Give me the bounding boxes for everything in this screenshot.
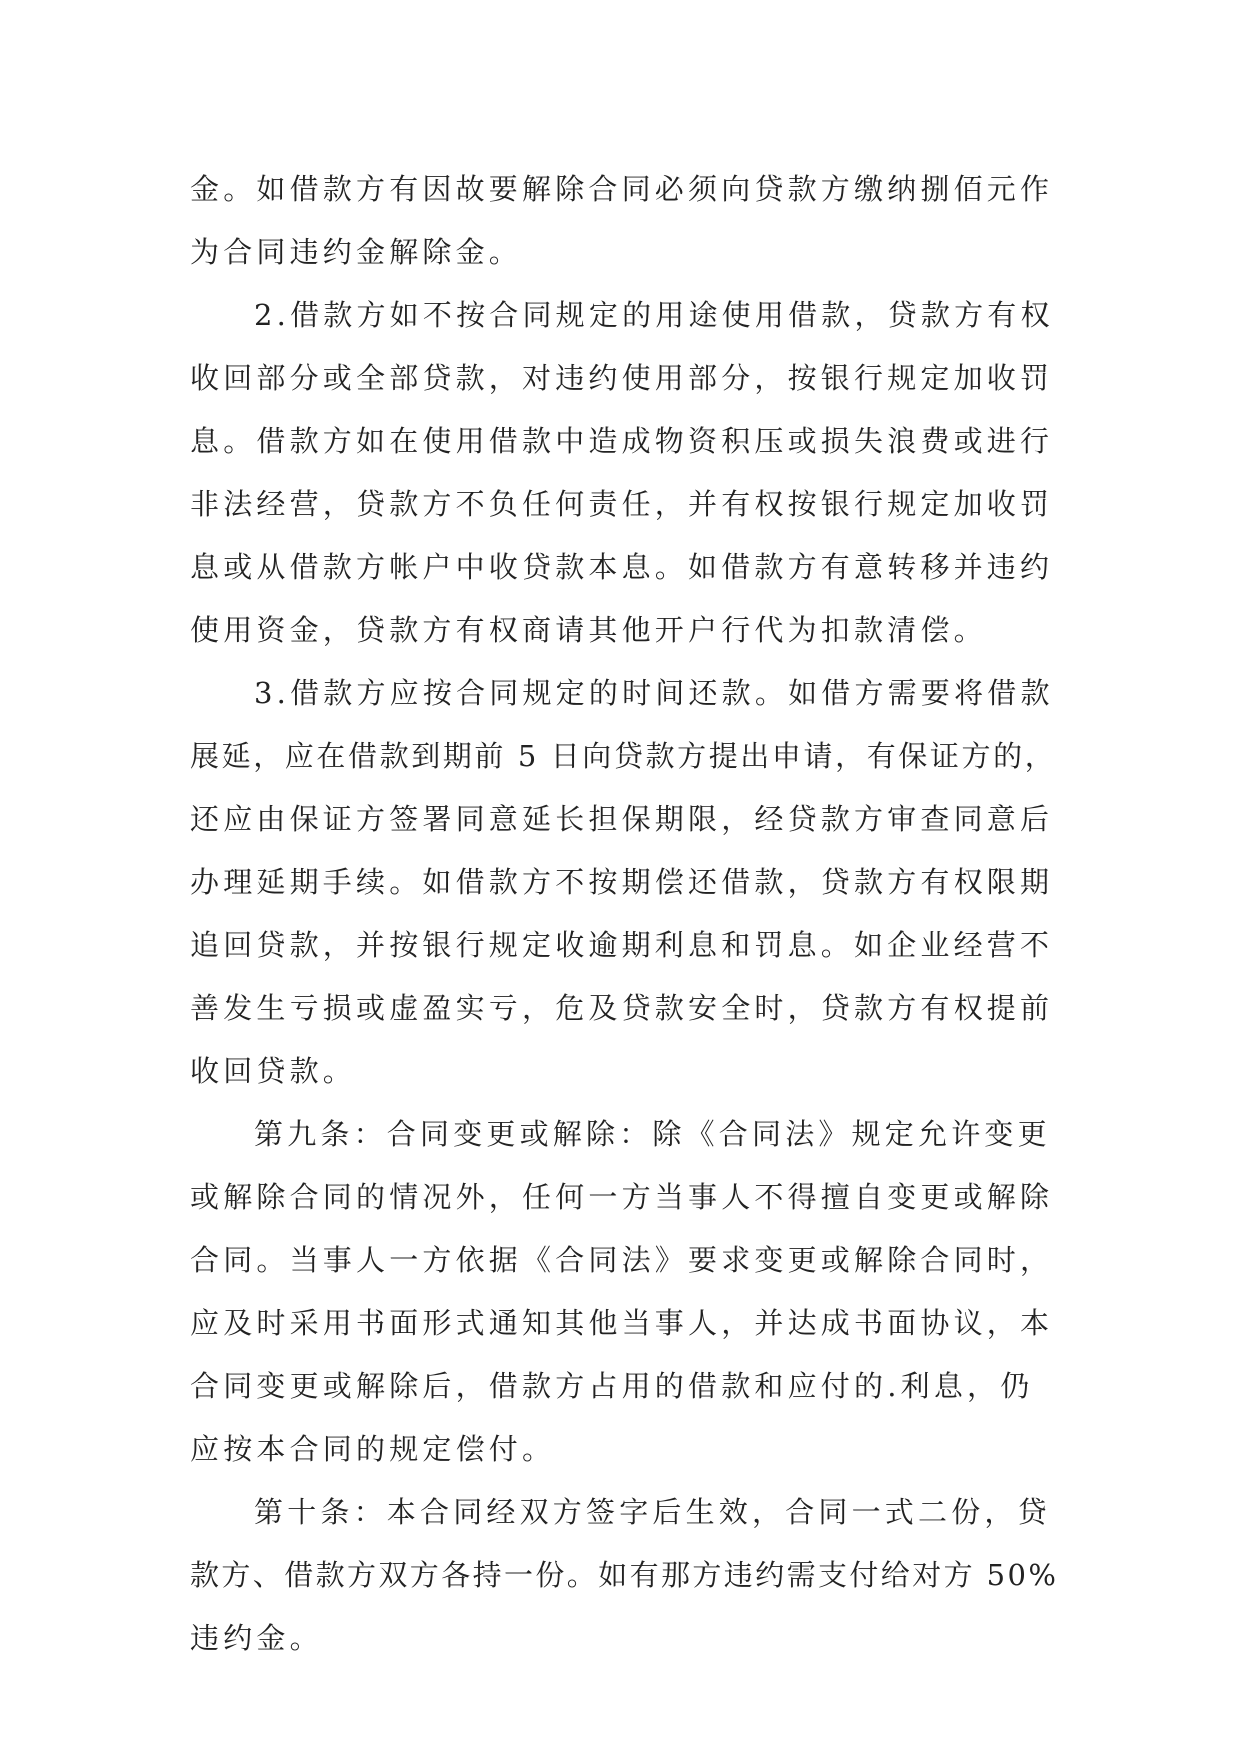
text-line: 非法经营，贷款方不负任何责任，并有权按银行规定加收罚 (190, 487, 1054, 521)
text-line: 第十条：本合同经双方签字后生效，合同一式二份，贷 (254, 1495, 1051, 1529)
text-line: 办理延期手续。如借款方不按期偿还借款，贷款方有权限期 (190, 865, 1054, 899)
text-line: 善发生亏损或虚盈实亏，危及贷款安全时，贷款方有权提前 (190, 991, 1054, 1025)
text-line: 款方、借款方双方各持一份。如有那方违约需支付给对方 50% (190, 1558, 1059, 1592)
text-line: 收回部分或全部贷款，对违约使用部分，按银行规定加收罚 (190, 361, 1054, 395)
text-line: 为合同违约金解除金。 (190, 235, 523, 269)
text-line: 合同。当事人一方依据《合同法》要求变更或解除合同时， (190, 1243, 1054, 1277)
text-line: 2.借款方如不按合同规定的用途使用借款，贷款方有权 (254, 298, 1054, 332)
text-line: 还应由保证方签署同意延长担保期限，经贷款方审查同意后 (190, 802, 1054, 836)
text-line: 使用资金，贷款方有权商请其他开户行代为扣款清偿。 (190, 613, 987, 647)
text-line: 合同变更或解除后，借款方占用的借款和应付的.利息，仍 (190, 1369, 1034, 1403)
text-line: 第九条：合同变更或解除：除《合同法》规定允许变更 (254, 1117, 1051, 1151)
text-line: 息或从借款方帐户中收贷款本息。如借款方有意转移并违约 (190, 550, 1054, 584)
text-line: 展延，应在借款到期前 5 日向贷款方提出申请，有保证方的， (190, 739, 1057, 773)
text-line: 追回贷款，并按银行规定收逾期利息和罚息。如企业经营不 (190, 928, 1054, 962)
contract-body-text (190, 158, 1060, 1670)
text-line: 应及时采用书面形式通知其他当事人，并达成书面协议，本 (190, 1306, 1054, 1340)
text-line: 金。如借款方有因故要解除合同必须向贷款方缴纳捌佰元作 (190, 172, 1054, 206)
text-line: 违约金。 (190, 1621, 323, 1655)
text-line: 息。借款方如在使用借款中造成物资积压或损失浪费或进行 (190, 424, 1054, 458)
text-line: 3.借款方应按合同规定的时间还款。如借方需要将借款 (254, 676, 1054, 710)
text-line: 或解除合同的情况外，任何一方当事人不得擅自变更或解除 (190, 1180, 1054, 1214)
text-line: 应按本合同的规定偿付。 (190, 1432, 556, 1466)
text-line: 收回贷款。 (190, 1054, 357, 1088)
